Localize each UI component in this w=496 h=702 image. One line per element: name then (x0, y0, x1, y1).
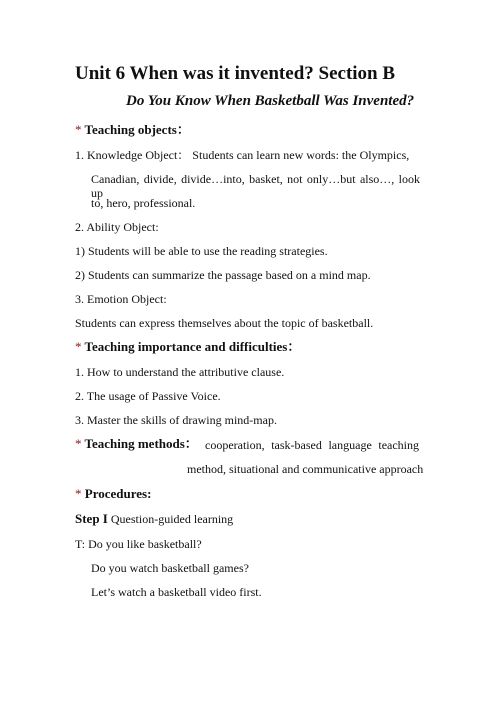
ability-object-item-2: 2) Students can summarize the passage based on a mind map. (75, 268, 371, 282)
knowledge-object-line-1: 1. Knowledge Object： Students can learn new words: the Olympics, (75, 148, 410, 162)
importance-item-1: 1. How to understand the attributive clause. (75, 365, 285, 379)
emotion-object-heading: 3. Emotion Object: (75, 292, 167, 306)
knowledge-object-line-3: to, hero, professional. (91, 196, 196, 210)
page-title: Unit 6 When was it invented? Section B (75, 63, 396, 84)
knowledge-object-line-2: Canadian, divide, divide…into, basket, not only…but also…, look up (91, 172, 420, 200)
section-heading-label: Teaching importance and difficulties： (84, 339, 301, 354)
step-heading (75, 512, 233, 526)
section-heading-procedures (75, 487, 151, 501)
bullet-star-icon: * (75, 436, 82, 451)
question-line-1: T: Do you like basketball? (75, 537, 202, 551)
section-heading-label: Teaching objects： (84, 122, 190, 137)
importance-item-2: 2. The usage of Passive Voice. (75, 389, 221, 403)
page-subtitle: Do You Know When Basketball Was Invented? (126, 93, 415, 109)
methods-line-2: method, situational and communicative approach (187, 462, 424, 476)
emotion-object-text: Students can express themselves about the topic of basketball. (75, 316, 374, 330)
bullet-star-icon: * (75, 339, 82, 354)
section-heading-label: Procedures: (84, 486, 152, 501)
question-line-3: Let’s watch a basketball video first. (91, 585, 262, 599)
section-heading-importance (75, 340, 300, 354)
methods-line-1: cooperation, task-based language teaching (205, 438, 419, 452)
question-line-2: Do you watch basketball games? (91, 561, 249, 575)
importance-item-3: 3. Master the skills of drawing mind-map. (75, 413, 277, 427)
step-title: Question-guided learning (107, 512, 234, 526)
section-heading-teaching-objects (75, 123, 190, 137)
bullet-star-icon: * (75, 486, 82, 501)
step-label: Step I (75, 511, 108, 526)
bullet-star-icon: * (75, 122, 82, 137)
section-heading-methods (75, 437, 198, 451)
ability-object-heading: 2. Ability Object: (75, 220, 159, 234)
section-heading-label: Teaching methods： (84, 436, 198, 451)
ability-object-item-1: 1) Students will be able to use the reading strategies. (75, 244, 328, 258)
